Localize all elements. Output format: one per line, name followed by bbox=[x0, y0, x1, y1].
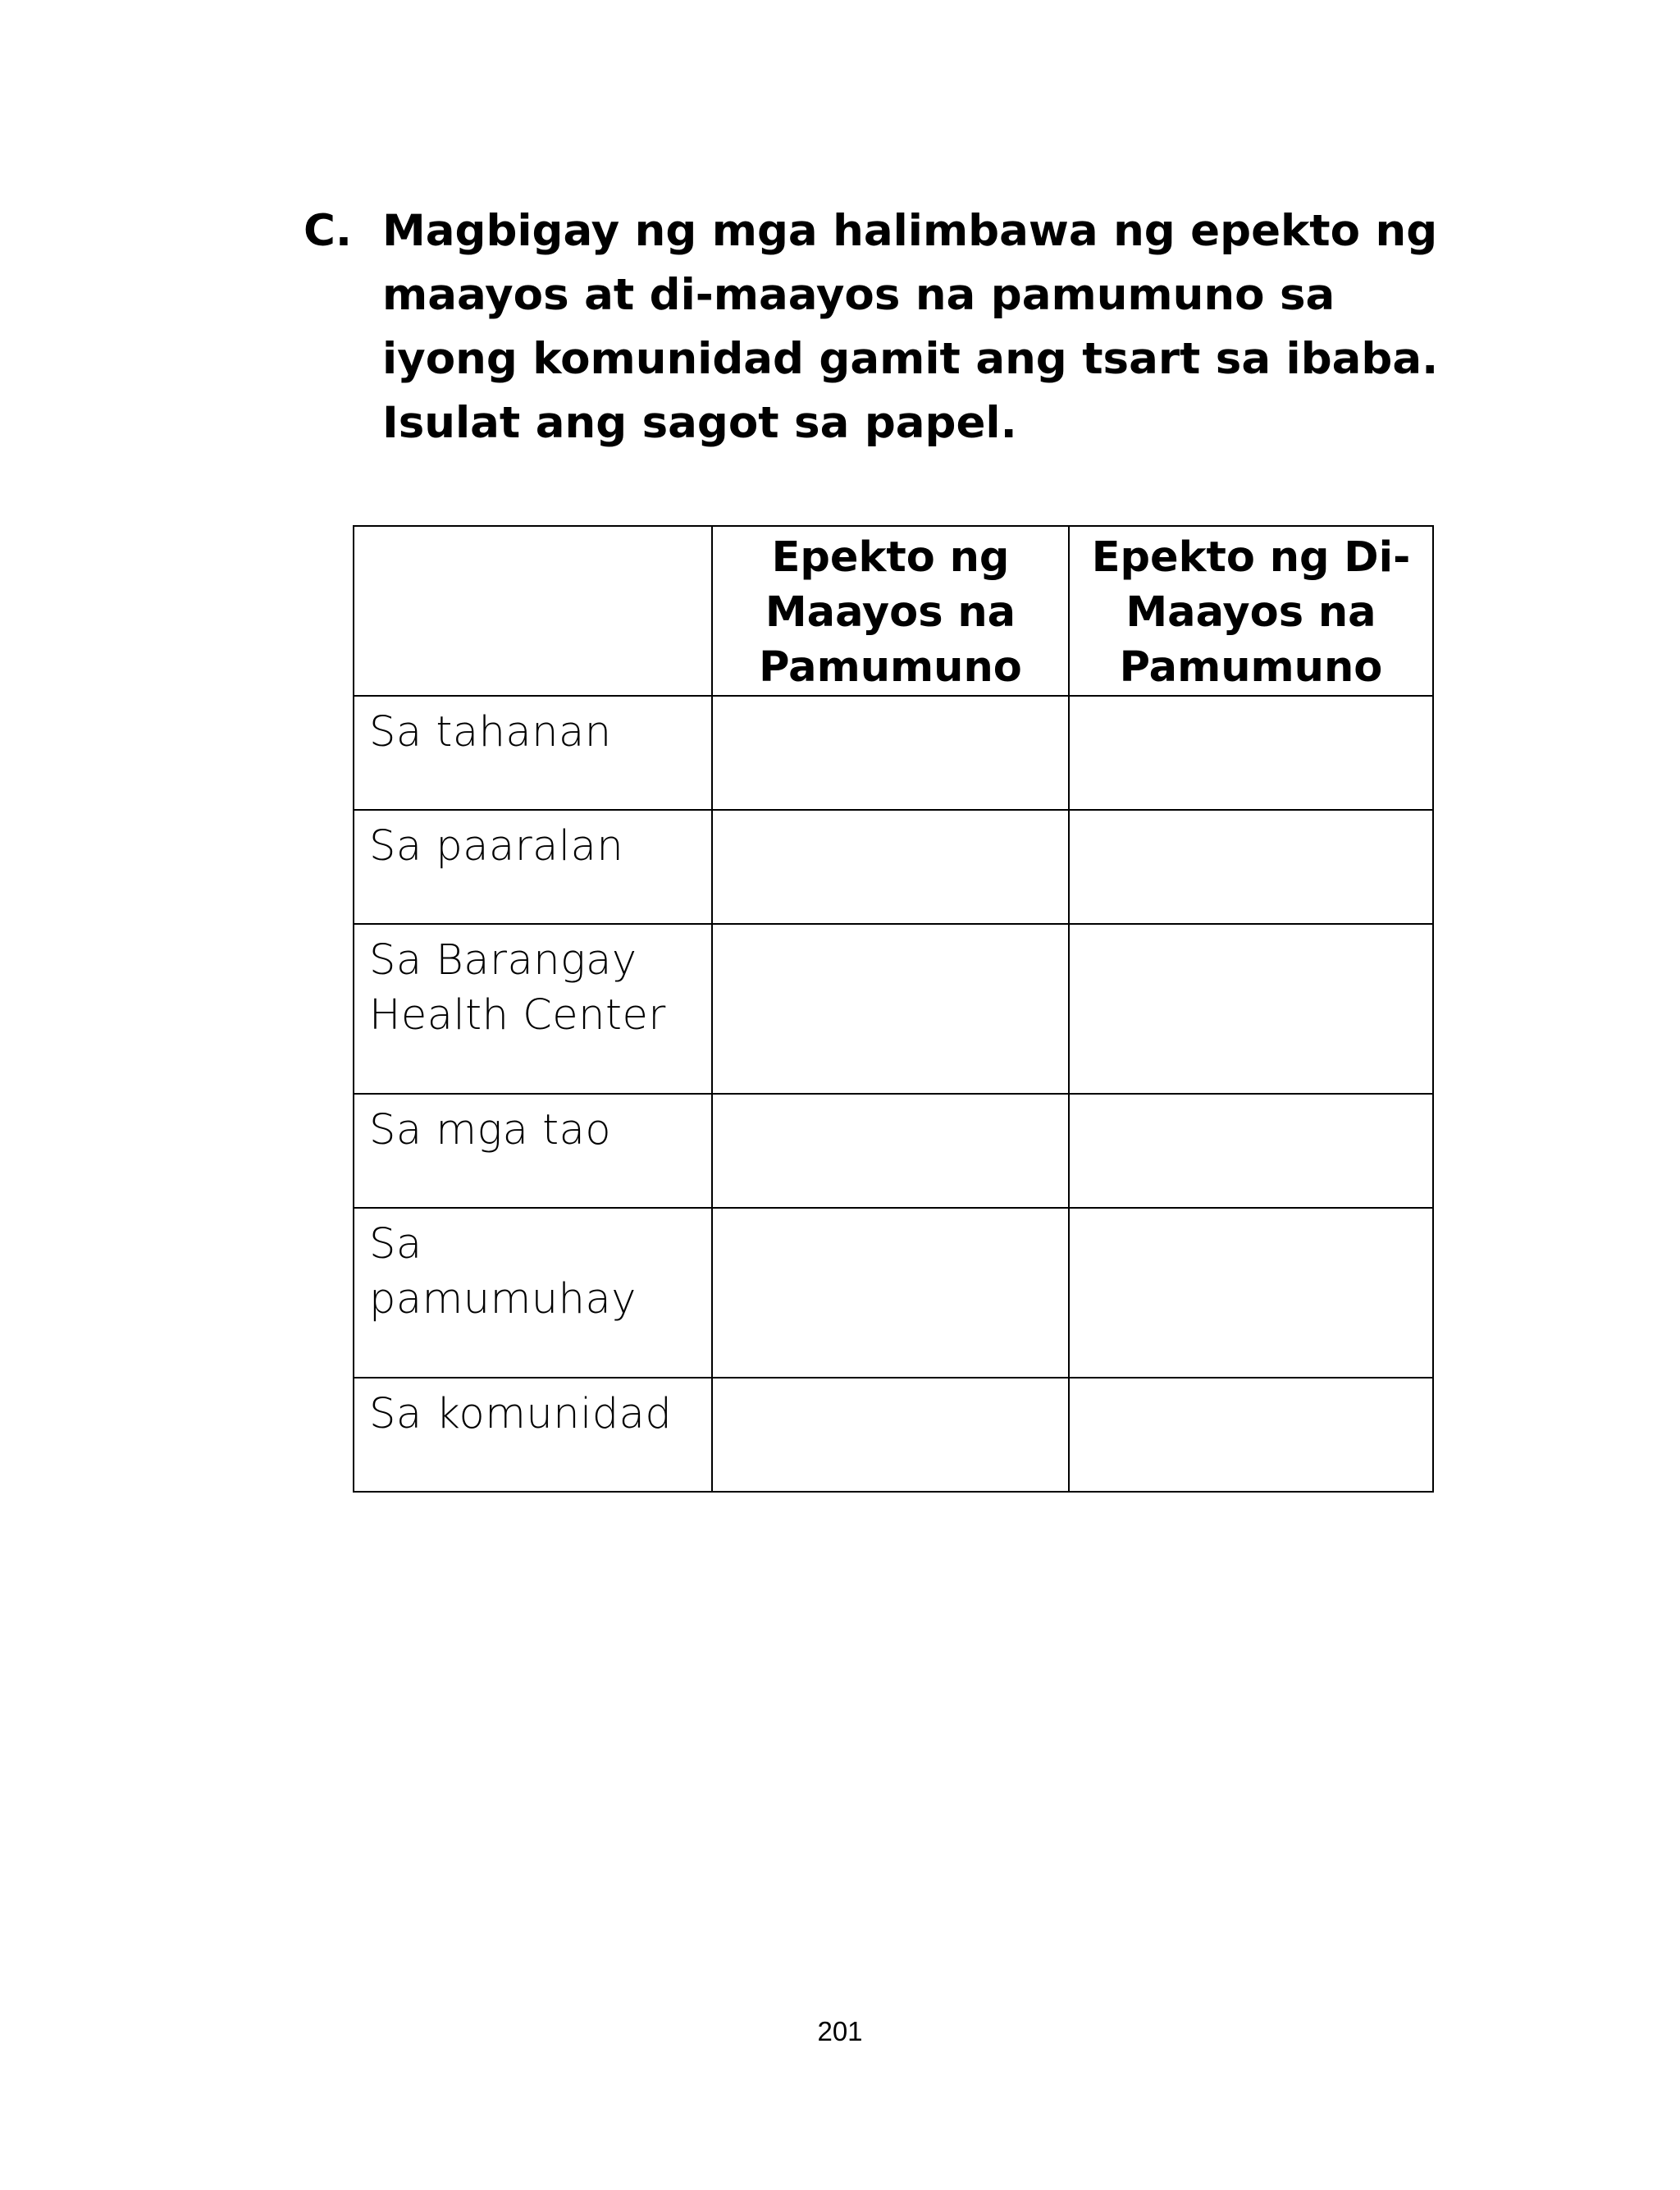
answer-cell-bad[interactable] bbox=[1069, 1378, 1433, 1492]
row-label: Sa Barangay Health Center bbox=[354, 924, 712, 1094]
effects-table bbox=[353, 525, 1434, 1493]
table-row bbox=[354, 810, 1433, 924]
table-header-row bbox=[354, 526, 1433, 696]
row-label: Sa pamumuhay bbox=[354, 1208, 712, 1378]
answer-cell-bad[interactable] bbox=[1069, 924, 1433, 1094]
row-label: Sa paaralan bbox=[354, 810, 712, 924]
answer-cell-bad[interactable] bbox=[1069, 1094, 1433, 1208]
table-row bbox=[354, 696, 1433, 810]
table-row bbox=[354, 924, 1433, 1094]
answer-cell-good[interactable] bbox=[712, 924, 1069, 1094]
table-row bbox=[354, 1378, 1433, 1492]
instruction-block bbox=[304, 199, 1452, 455]
answer-cell-bad[interactable] bbox=[1069, 1208, 1433, 1378]
answer-cell-good[interactable] bbox=[712, 1094, 1069, 1208]
row-label: Sa mga tao bbox=[354, 1094, 712, 1208]
row-label: Sa komunidad bbox=[354, 1378, 712, 1492]
answer-cell-good[interactable] bbox=[712, 696, 1069, 810]
table-row bbox=[354, 1208, 1433, 1378]
header-good-leadership: Epekto ng Maayos na Pamumuno bbox=[712, 526, 1069, 696]
header-empty bbox=[354, 526, 712, 696]
instruction-text: Magbigay ng mga halimbawa ng epekto ng maayos at di-maayos na pamumuno sa iyong komunidad gamit ang tsart sa ibaba. Isulat ang sagot sa papel. bbox=[382, 206, 1439, 448]
answer-cell-good[interactable] bbox=[712, 810, 1069, 924]
answer-cell-good[interactable] bbox=[712, 1378, 1069, 1492]
row-label: Sa tahanan bbox=[354, 696, 712, 810]
page-number: 201 bbox=[817, 2016, 863, 2046]
header-bad-leadership: Epekto ng Di-Maayos na Pamumuno bbox=[1069, 526, 1433, 696]
table-row bbox=[354, 1094, 1433, 1208]
answer-cell-bad[interactable] bbox=[1069, 696, 1433, 810]
item-letter: C. bbox=[304, 206, 353, 256]
answer-cell-good[interactable] bbox=[712, 1208, 1069, 1378]
answer-cell-bad[interactable] bbox=[1069, 810, 1433, 924]
